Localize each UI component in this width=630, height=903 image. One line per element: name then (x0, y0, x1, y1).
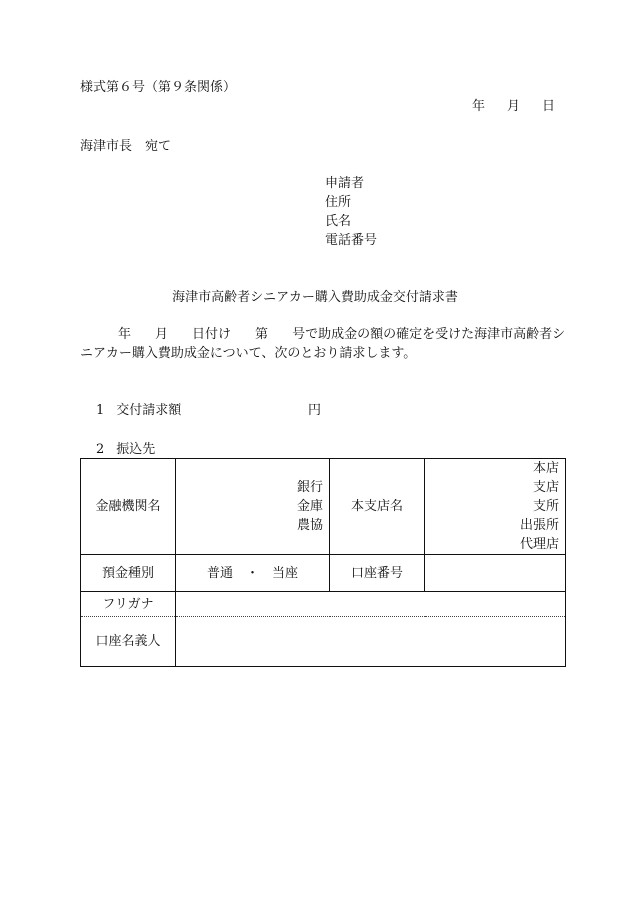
table-row (81, 592, 566, 617)
date-month: 月 (507, 99, 521, 114)
item-transfer-destination (96, 442, 155, 458)
institution-type-shinkin: 金庫 (296, 499, 323, 514)
applicant-block (325, 176, 377, 252)
institution-label: 金融機関名 (81, 459, 176, 555)
date-line (472, 99, 555, 115)
body-paragraph (80, 325, 568, 363)
bank-table (80, 458, 566, 667)
institution-type-bank: 銀行 (296, 480, 323, 495)
item-claim-amount (96, 403, 322, 419)
body-text: 号で助成金の額の確定を受けた海津市高齢者シニアカー購入費助成金について、次のとおり請求します。 (80, 327, 566, 361)
account-number-label: 口座番号 (330, 555, 425, 592)
institution-field[interactable] (176, 459, 330, 555)
body-dated: 日付け (192, 327, 232, 342)
applicant-address-label: 住所 (325, 195, 352, 210)
date-year: 年 (472, 99, 486, 114)
account-holder-field[interactable] (176, 617, 566, 667)
furigana-field[interactable] (176, 592, 566, 617)
table-row (81, 617, 566, 667)
branch-field[interactable] (425, 459, 566, 555)
branch-type-head: 本店 (532, 461, 559, 476)
branch-type-office: 出張所 (519, 518, 559, 533)
branch-type-agency: 代理店 (519, 537, 559, 552)
institution-type-ja: 農協 (296, 518, 323, 533)
account-number-field[interactable] (425, 555, 566, 592)
deposit-type-options[interactable]: 普通 ・ 当座 (176, 555, 330, 592)
table-row (81, 459, 566, 555)
table-row (81, 555, 566, 592)
deposit-type-label: 預金種別 (81, 555, 176, 592)
addressee: 海津市長 宛て (80, 139, 172, 154)
applicant-heading: 申請者 (325, 176, 365, 191)
form-number: 様式第６号（第９条関係） (80, 80, 237, 95)
branch-type-branch: 支店 (532, 480, 559, 495)
applicant-phone-label: 電話番号 (325, 233, 378, 248)
body-month: 月 (155, 327, 169, 342)
branch-type-sub: 支所 (532, 499, 559, 514)
body-dai: 第 (255, 327, 269, 342)
body-year: 年 (118, 327, 132, 342)
applicant-name-label: 氏名 (325, 214, 352, 229)
item1-number: 1 (96, 403, 105, 418)
date-day: 日 (542, 99, 556, 114)
item1-unit: 円 (308, 403, 322, 418)
account-holder-label: 口座名義人 (81, 617, 176, 667)
document-title: 海津市高齢者シニアカー購入費助成金交付請求書 (172, 290, 458, 305)
item2-label: 振込先 (116, 442, 156, 457)
furigana-label: フリガナ (81, 592, 176, 617)
item2-number: 2 (96, 442, 105, 457)
item1-label: 交付請求額 (116, 403, 182, 418)
branch-label: 本支店名 (330, 459, 425, 555)
